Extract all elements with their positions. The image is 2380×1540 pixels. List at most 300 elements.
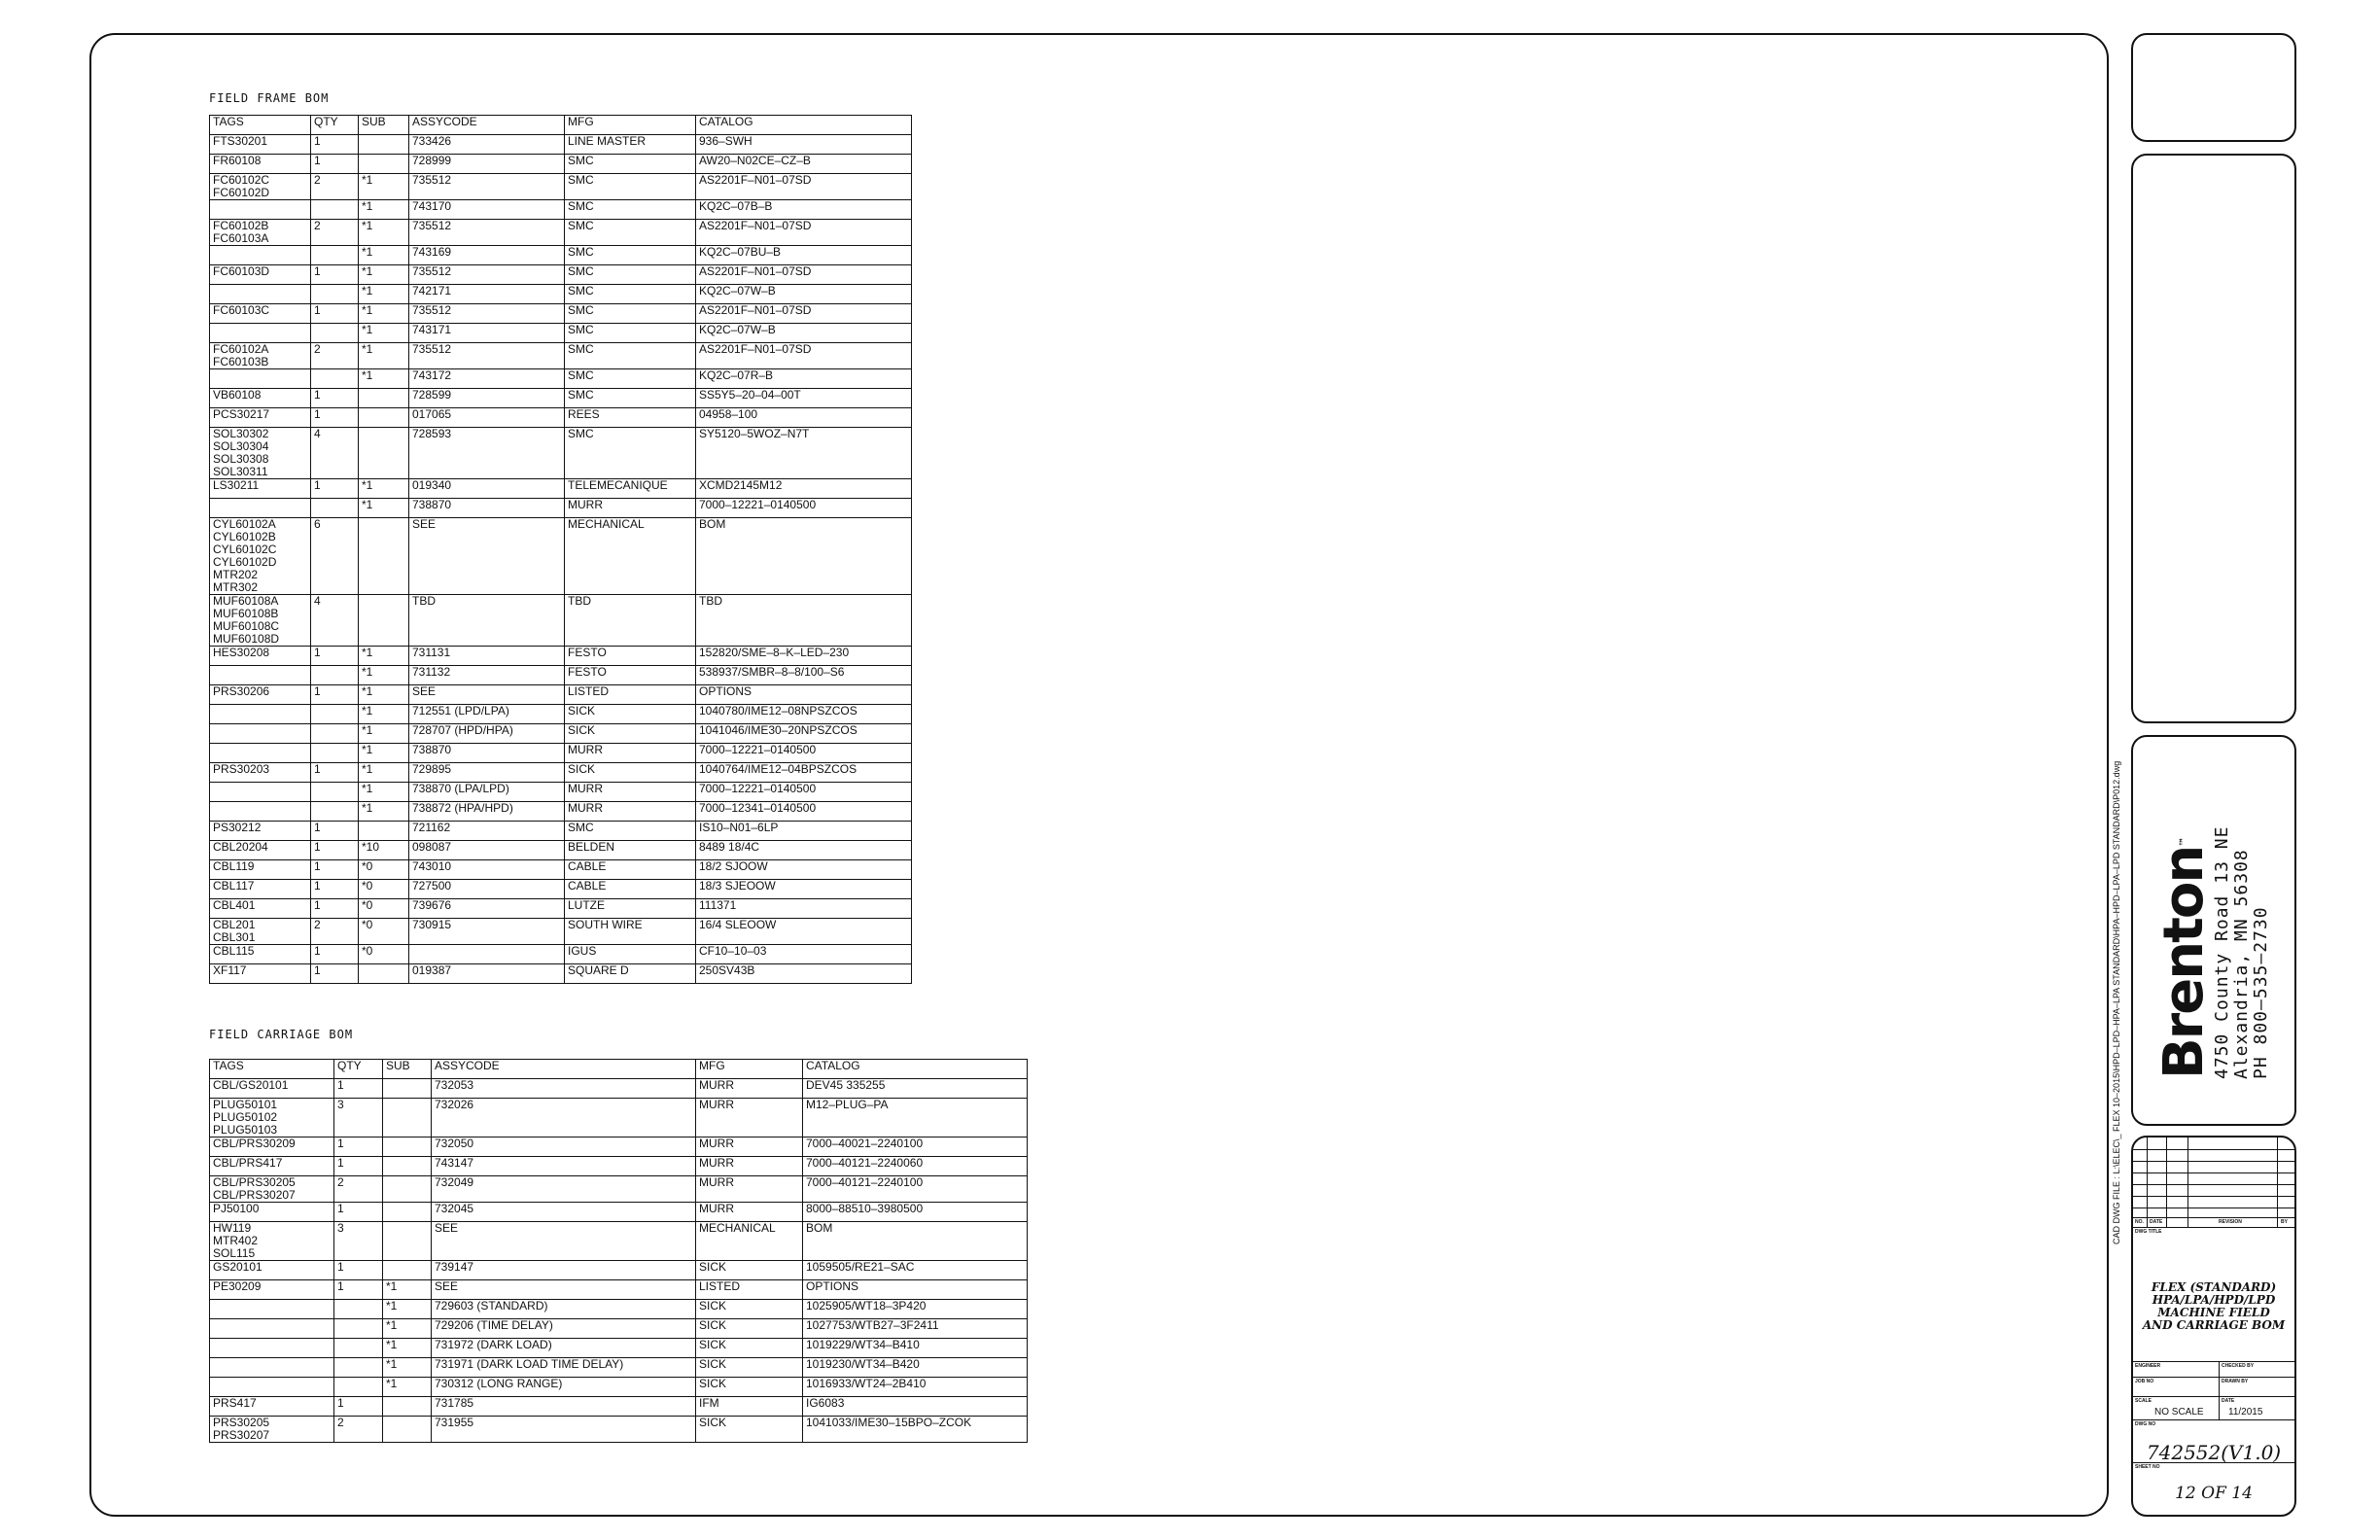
cell-assycode: 743172 — [409, 369, 565, 389]
cell-mfg: FESTO — [565, 666, 696, 685]
table-row — [210, 499, 912, 518]
cell-tags: PS30212 — [210, 822, 311, 841]
cell-qty — [311, 499, 359, 518]
cell-catalog: 8489 18/4C — [696, 841, 912, 860]
cell-tags: PJ50100 — [210, 1203, 334, 1222]
cell-qty: 1 — [334, 1079, 383, 1099]
address-line-1: 4750 County Road 13 NE — [2212, 825, 2232, 1079]
cell-sub — [383, 1222, 432, 1261]
cell-mfg: MURR — [565, 744, 696, 763]
cell-mfg: SMC — [565, 200, 696, 220]
table-row — [210, 595, 912, 647]
cell-assycode: 732045 — [432, 1203, 696, 1222]
drawing-title: FLEX (STANDARD) HPA/LPA/HPD/LPD MACHINE FIELD AND CARRIAGE BOM — [2142, 1280, 2286, 1332]
cell-assycode: 731785 — [432, 1397, 696, 1417]
cell-catalog: 1019229/WT34–B410 — [803, 1339, 1028, 1358]
cell-catalog: 1027753/WTB27–3F2411 — [803, 1319, 1028, 1339]
cell-catalog: 250SV43B — [696, 964, 912, 984]
cell-assycode: 728707 (HPD/HPA) — [409, 724, 565, 744]
cell-mfg: SMC — [565, 324, 696, 343]
cell-qty: 1 — [334, 1397, 383, 1417]
cell-tags — [210, 1319, 334, 1339]
table-row — [210, 1417, 1028, 1443]
cell-sub: *1 — [359, 479, 409, 499]
cell-sub: *1 — [383, 1378, 432, 1397]
cell-assycode: 733426 — [409, 135, 565, 155]
cell-mfg: MURR — [696, 1138, 803, 1157]
table-row — [210, 1280, 1028, 1300]
cell-sub: *0 — [359, 899, 409, 919]
table-row — [210, 880, 912, 899]
field-frame-bom-table — [209, 115, 912, 984]
scale-label: SCALE — [2135, 1398, 2152, 1404]
cell-tags: FC60103D — [210, 265, 311, 285]
cell-catalog: 152820/SME–8–K–LED–230 — [696, 647, 912, 666]
cell-mfg: SMC — [565, 343, 696, 369]
cell-tags: FC60103C — [210, 304, 311, 324]
cell-tags: XF117 — [210, 964, 311, 984]
cell-tags: HES30208 — [210, 647, 311, 666]
cell-mfg: IFM — [696, 1397, 803, 1417]
table-row — [210, 389, 912, 408]
cell-tags: CBL201 CBL301 — [210, 919, 311, 945]
cell-tags: CBL117 — [210, 880, 311, 899]
table-row — [210, 324, 912, 343]
cell-mfg: BELDEN — [565, 841, 696, 860]
cell-catalog: 1040780/IME12–08NPSZCOS — [696, 705, 912, 724]
table-row — [210, 369, 912, 389]
cell-sub: *1 — [359, 369, 409, 389]
cell-assycode: 731972 (DARK LOAD) — [432, 1339, 696, 1358]
cell-tags — [210, 499, 311, 518]
cell-qty: 1 — [311, 155, 359, 174]
table-row — [210, 220, 912, 246]
cell-sub: *1 — [359, 343, 409, 369]
cell-tags: HW119 MTR402 SOL115 — [210, 1222, 334, 1261]
cell-assycode: 731971 (DARK LOAD TIME DELAY) — [432, 1358, 696, 1378]
cell-sub — [383, 1417, 432, 1443]
cell-sub: *1 — [383, 1358, 432, 1378]
cell-assycode: 743169 — [409, 246, 565, 265]
cell-sub — [359, 822, 409, 841]
cell-mfg: IGUS — [565, 945, 696, 964]
cell-sub — [383, 1099, 432, 1138]
cell-mfg: FESTO — [565, 647, 696, 666]
cell-mfg: SQUARE D — [565, 964, 696, 984]
cell-catalog: 7000–40121–2240100 — [803, 1176, 1028, 1203]
cell-catalog: AS2201F–N01–07SD — [696, 304, 912, 324]
cell-tags: CBL/PRS30209 — [210, 1138, 334, 1157]
cell-catalog: 538937/SMBR–8–8/100–S6 — [696, 666, 912, 685]
cell-sub — [359, 518, 409, 595]
cell-qty — [334, 1339, 383, 1358]
cell-mfg: SMC — [565, 265, 696, 285]
cell-sub: *1 — [359, 802, 409, 822]
column-header-qty: QTY — [334, 1060, 383, 1079]
cell-qty: 2 — [311, 919, 359, 945]
cell-mfg: SOUTH WIRE — [565, 919, 696, 945]
cell-tags: PRS30205 PRS30207 — [210, 1417, 334, 1443]
cell-mfg: MECHANICAL — [565, 518, 696, 595]
cell-mfg: SMC — [565, 389, 696, 408]
table-header-row — [210, 1060, 1028, 1079]
cell-qty: 2 — [311, 220, 359, 246]
cell-qty: 1 — [334, 1261, 383, 1280]
cell-assycode: 728999 — [409, 155, 565, 174]
cell-qty: 6 — [311, 518, 359, 595]
cell-sub — [359, 964, 409, 984]
column-header-tags: TAGS — [210, 1060, 334, 1079]
cell-sub: *1 — [359, 304, 409, 324]
cell-catalog: TBD — [696, 595, 912, 647]
cell-qty — [311, 200, 359, 220]
cell-assycode: 743010 — [409, 860, 565, 880]
table-row — [210, 1138, 1028, 1157]
table-row — [210, 666, 912, 685]
cell-sub — [383, 1261, 432, 1280]
cell-mfg: MURR — [696, 1079, 803, 1099]
cell-mfg: TELEMECANIQUE — [565, 479, 696, 499]
cell-assycode: 019387 — [409, 964, 565, 984]
cell-catalog: 1016933/WT24–2B410 — [803, 1378, 1028, 1397]
column-header-assycode: ASSYCODE — [432, 1060, 696, 1079]
cell-catalog: 7000–12221–0140500 — [696, 783, 912, 802]
table-row — [210, 1099, 1028, 1138]
table-row — [210, 860, 912, 880]
cell-assycode: 721162 — [409, 822, 565, 841]
table-row — [210, 174, 912, 200]
cell-catalog: 1041033/IME30–15BPO–ZCOK — [803, 1417, 1028, 1443]
cell-tags — [210, 783, 311, 802]
table-row — [210, 1261, 1028, 1280]
cell-sub — [359, 408, 409, 428]
cell-mfg: SICK — [696, 1358, 803, 1378]
table-header-row — [210, 116, 912, 135]
table-row — [210, 1319, 1028, 1339]
cell-qty — [334, 1319, 383, 1339]
column-header-assycode: ASSYCODE — [409, 116, 565, 135]
cell-qty: 1 — [311, 304, 359, 324]
cell-tags — [210, 285, 311, 304]
cell-catalog: 7000–40021–2240100 — [803, 1138, 1028, 1157]
cell-tags — [210, 724, 311, 744]
table-row — [210, 518, 912, 595]
cell-assycode: 743147 — [432, 1157, 696, 1176]
cell-assycode: 738870 — [409, 499, 565, 518]
cell-catalog: KQ2C–07BU–B — [696, 246, 912, 265]
cell-sub: *0 — [359, 919, 409, 945]
table-row — [210, 899, 912, 919]
cell-qty: 2 — [311, 174, 359, 200]
cell-catalog: KQ2C–07W–B — [696, 324, 912, 343]
cell-mfg: LISTED — [696, 1280, 803, 1300]
drawing-number: 742552(V1.0) — [2146, 1441, 2282, 1464]
cell-sub — [359, 155, 409, 174]
cell-catalog: IS10–N01–6LP — [696, 822, 912, 841]
table-row — [210, 783, 912, 802]
cell-qty: 1 — [334, 1203, 383, 1222]
cell-tags: VB60108 — [210, 389, 311, 408]
cell-catalog: 111371 — [696, 899, 912, 919]
cell-sub: *1 — [383, 1319, 432, 1339]
cell-sub: *1 — [383, 1300, 432, 1319]
cell-tags — [210, 666, 311, 685]
cell-mfg: MURR — [696, 1099, 803, 1138]
table-row — [210, 1300, 1028, 1319]
table-row — [210, 1157, 1028, 1176]
cell-mfg: CABLE — [565, 880, 696, 899]
cell-qty: 1 — [311, 265, 359, 285]
cell-sub: *1 — [359, 174, 409, 200]
table-row — [210, 343, 912, 369]
table-row — [210, 919, 912, 945]
cell-qty — [311, 324, 359, 343]
cell-catalog: AW20–N02CE–CZ–B — [696, 155, 912, 174]
title-block-info — [2131, 1136, 2296, 1517]
cell-sub: *1 — [359, 685, 409, 705]
column-header-qty: QTY — [311, 116, 359, 135]
cell-catalog: KQ2C–07B–B — [696, 200, 912, 220]
phone-number: PH 800–535–2730 — [2251, 906, 2271, 1079]
cell-assycode: 730312 (LONG RANGE) — [432, 1378, 696, 1397]
cell-mfg: REES — [565, 408, 696, 428]
dwg-no-label: DWG NO — [2135, 1421, 2156, 1427]
rev-by-header: BY — [2281, 1219, 2288, 1225]
cell-assycode: 017065 — [409, 408, 565, 428]
cell-assycode: 742171 — [409, 285, 565, 304]
cell-assycode: 738870 (LPA/LPD) — [409, 783, 565, 802]
cell-qty — [334, 1378, 383, 1397]
table-row — [210, 1079, 1028, 1099]
cell-qty — [311, 705, 359, 724]
cell-sub: *1 — [359, 220, 409, 246]
cell-tags: CBL/GS20101 — [210, 1079, 334, 1099]
cell-mfg: SMC — [565, 155, 696, 174]
cell-assycode: 735512 — [409, 304, 565, 324]
cell-assycode: 732050 — [432, 1138, 696, 1157]
cell-tags — [210, 1378, 334, 1397]
cell-mfg: SICK — [696, 1339, 803, 1358]
cell-qty — [311, 666, 359, 685]
cell-qty: 1 — [334, 1280, 383, 1300]
cell-sub: *1 — [359, 246, 409, 265]
cell-tags: FC60102B FC60103A — [210, 220, 311, 246]
cell-mfg: SICK — [696, 1378, 803, 1397]
cell-tags: MUF60108A MUF60108B MUF60108C MUF60108D — [210, 595, 311, 647]
table-row — [210, 285, 912, 304]
table-row — [210, 200, 912, 220]
rev-date-header: DATE — [2150, 1219, 2163, 1225]
table-row — [210, 1397, 1028, 1417]
cell-sub: *1 — [359, 724, 409, 744]
cell-assycode: SEE — [432, 1280, 696, 1300]
cell-catalog: M12–PLUG–PA — [803, 1099, 1028, 1138]
cell-tags: GS20101 — [210, 1261, 334, 1280]
cell-assycode: 729895 — [409, 763, 565, 783]
cell-qty: 1 — [311, 135, 359, 155]
cell-mfg: SMC — [565, 220, 696, 246]
column-header-catalog: CATALOG — [696, 116, 912, 135]
cell-mfg: SICK — [565, 724, 696, 744]
table-row — [210, 479, 912, 499]
cell-mfg: SMC — [565, 304, 696, 324]
cell-catalog: XCMD2145M12 — [696, 479, 912, 499]
cell-assycode: 735512 — [409, 174, 565, 200]
table-row — [210, 705, 912, 724]
cell-mfg: SMC — [565, 246, 696, 265]
cell-assycode: 728599 — [409, 389, 565, 408]
cell-tags — [210, 1300, 334, 1319]
cell-assycode: 731955 — [432, 1417, 696, 1443]
cell-sub: *1 — [359, 324, 409, 343]
cell-qty: 1 — [311, 479, 359, 499]
cell-catalog: OPTIONS — [696, 685, 912, 705]
cell-catalog: 1025905/WT18–3P420 — [803, 1300, 1028, 1319]
table-row — [210, 246, 912, 265]
table-row — [210, 265, 912, 285]
table-row — [210, 428, 912, 479]
title-block-top-box — [2131, 33, 2296, 142]
cell-sub — [383, 1176, 432, 1203]
cell-tags: SOL30302 SOL30304 SOL30308 SOL30311 — [210, 428, 311, 479]
table-row — [210, 802, 912, 822]
cell-sub: *1 — [359, 763, 409, 783]
column-header-mfg: MFG — [565, 116, 696, 135]
table-row — [210, 1222, 1028, 1261]
cell-qty: 1 — [311, 880, 359, 899]
cell-catalog: BOM — [696, 518, 912, 595]
cell-qty — [311, 369, 359, 389]
cell-catalog: 7000–40121–2240060 — [803, 1157, 1028, 1176]
cell-tags — [210, 744, 311, 763]
table-row — [210, 841, 912, 860]
cell-catalog: IG6083 — [803, 1397, 1028, 1417]
cell-assycode: SEE — [409, 685, 565, 705]
cell-tags: CYL60102A CYL60102B CYL60102C CYL60102D MTR202 MTR302 — [210, 518, 311, 595]
cell-tags: CBL115 — [210, 945, 311, 964]
cell-mfg: SICK — [565, 763, 696, 783]
column-header-catalog: CATALOG — [803, 1060, 1028, 1079]
cell-catalog: AS2201F–N01–07SD — [696, 343, 912, 369]
sheet-no-label: SHEET NO — [2135, 1464, 2160, 1470]
table-row — [210, 1339, 1028, 1358]
job-no-label: JOB NO — [2135, 1379, 2154, 1384]
table-row — [210, 1378, 1028, 1397]
cell-sub: *1 — [359, 647, 409, 666]
cell-assycode: 727500 — [409, 880, 565, 899]
date-label: DATE — [2222, 1398, 2235, 1404]
cell-catalog: 1041046/IME30–20NPSZCOS — [696, 724, 912, 744]
cell-assycode: 735512 — [409, 265, 565, 285]
title-block-notes-box — [2131, 154, 2296, 723]
cell-mfg: SMC — [565, 822, 696, 841]
table-row — [210, 408, 912, 428]
cell-qty: 1 — [311, 841, 359, 860]
cell-qty: 1 — [334, 1157, 383, 1176]
cell-catalog: 18/2 SJOOW — [696, 860, 912, 880]
cell-tags: CBL401 — [210, 899, 311, 919]
field-frame-bom-title: FIELD FRAME BOM — [209, 91, 330, 105]
cell-sub — [383, 1157, 432, 1176]
cell-sub: *1 — [359, 285, 409, 304]
cell-assycode: SEE — [409, 518, 565, 595]
cell-qty — [334, 1300, 383, 1319]
cell-tags — [210, 369, 311, 389]
cell-qty — [311, 783, 359, 802]
cell-qty — [311, 285, 359, 304]
cell-assycode: TBD — [409, 595, 565, 647]
cell-sub — [383, 1203, 432, 1222]
cell-qty — [334, 1358, 383, 1378]
cell-tags — [210, 802, 311, 822]
cell-mfg: MURR — [565, 499, 696, 518]
checked-by-label: CHECKED BY — [2222, 1363, 2255, 1369]
cell-assycode: 738872 (HPA/HPD) — [409, 802, 565, 822]
cell-assycode: 738870 — [409, 744, 565, 763]
dwg-title-label: DWG TITLE — [2135, 1229, 2162, 1235]
cell-catalog: 7000–12221–0140500 — [696, 499, 912, 518]
cell-assycode: 735512 — [409, 343, 565, 369]
cell-tags: FR60108 — [210, 155, 311, 174]
table-row — [210, 964, 912, 984]
cell-assycode: 730915 — [409, 919, 565, 945]
cell-catalog: DEV45 335255 — [803, 1079, 1028, 1099]
table-row — [210, 822, 912, 841]
cell-qty: 1 — [311, 763, 359, 783]
cell-catalog: 1019230/WT34–B420 — [803, 1358, 1028, 1378]
table-row — [210, 304, 912, 324]
cell-mfg: SICK — [696, 1319, 803, 1339]
cell-qty: 2 — [334, 1176, 383, 1203]
cell-catalog: 936–SWH — [696, 135, 912, 155]
cell-mfg: SICK — [565, 705, 696, 724]
cell-qty — [311, 802, 359, 822]
field-carriage-bom-title: FIELD CARRIAGE BOM — [209, 1028, 354, 1041]
cell-sub — [383, 1397, 432, 1417]
cell-assycode: 739147 — [432, 1261, 696, 1280]
cell-qty: 1 — [311, 860, 359, 880]
trademark-symbol: ™ — [2179, 838, 2189, 847]
cell-mfg: SICK — [696, 1417, 803, 1443]
cell-tags — [210, 324, 311, 343]
table-row — [210, 945, 912, 964]
table-row — [210, 1176, 1028, 1203]
cell-tags — [210, 200, 311, 220]
cell-assycode: 729603 (STANDARD) — [432, 1300, 696, 1319]
rev-revision-header: REVISION — [2219, 1219, 2242, 1225]
cell-sub — [359, 428, 409, 479]
cell-qty: 2 — [334, 1417, 383, 1443]
cell-mfg: CABLE — [565, 860, 696, 880]
cell-assycode: 098087 — [409, 841, 565, 860]
cell-qty — [311, 724, 359, 744]
field-carriage-bom-table — [209, 1059, 1028, 1443]
table-row — [210, 724, 912, 744]
cell-assycode: 731132 — [409, 666, 565, 685]
cell-mfg: MURR — [696, 1203, 803, 1222]
cell-catalog: 18/3 SJEOOW — [696, 880, 912, 899]
table-row — [210, 744, 912, 763]
cell-assycode: SEE — [432, 1222, 696, 1261]
column-header-mfg: MFG — [696, 1060, 803, 1079]
cell-qty: 1 — [311, 964, 359, 984]
cad-file-path: CAD DWG FILE : L:\ELEC\_ FLEX 10–2015\HPD–LPD–HPA–LPA STANDARD\HPA–HPD–LPA–LPD STANDARD\P012.dwg — [2112, 760, 2121, 1244]
cell-sub: *1 — [359, 744, 409, 763]
cell-mfg: LUTZE — [565, 899, 696, 919]
cell-tags — [210, 1339, 334, 1358]
table-row — [210, 1203, 1028, 1222]
cell-mfg: MURR — [565, 802, 696, 822]
